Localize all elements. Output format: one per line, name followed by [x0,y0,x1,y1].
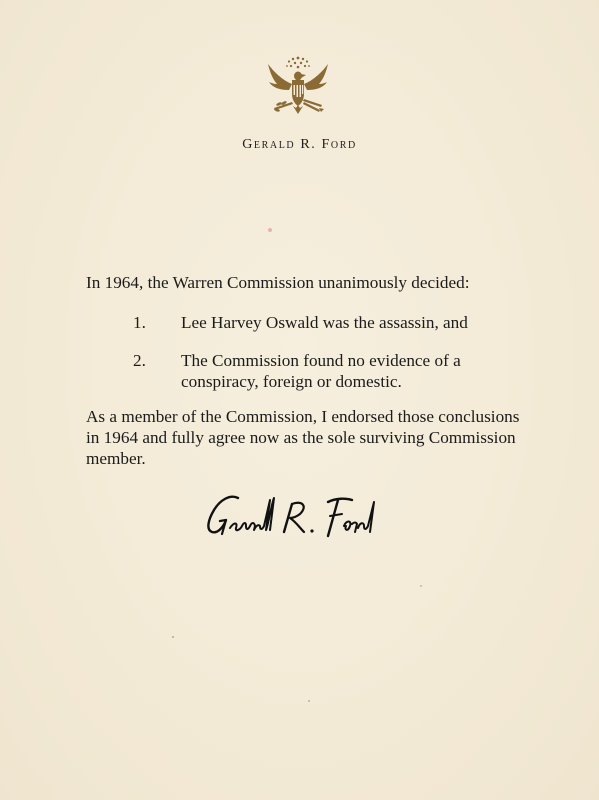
eagle-seal-icon [262,52,334,118]
paper-speck [308,700,310,702]
list-item-text: Lee Harvey Oswald was the assassin, and [181,313,468,332]
closing-paragraph: As a member of the Commission, I endorsed those conclusions in 1964 and fully agree now as the sole surviving Commission member. [86,407,520,468]
list-item-number: 2. [133,351,146,370]
intro-paragraph: In 1964, the Warren Commission unanimously decided: [86,273,470,292]
handwritten-signature [200,488,420,542]
paper-speck [172,636,174,638]
list-item-number: 1. [133,313,146,332]
paper-speck [420,585,422,587]
list-item-text: The Commission found no evidence of a conspiracy, foreign or domestic. [181,351,461,391]
paper-speck [268,228,272,232]
letterhead-name: Gerald R. Ford [242,137,357,152]
